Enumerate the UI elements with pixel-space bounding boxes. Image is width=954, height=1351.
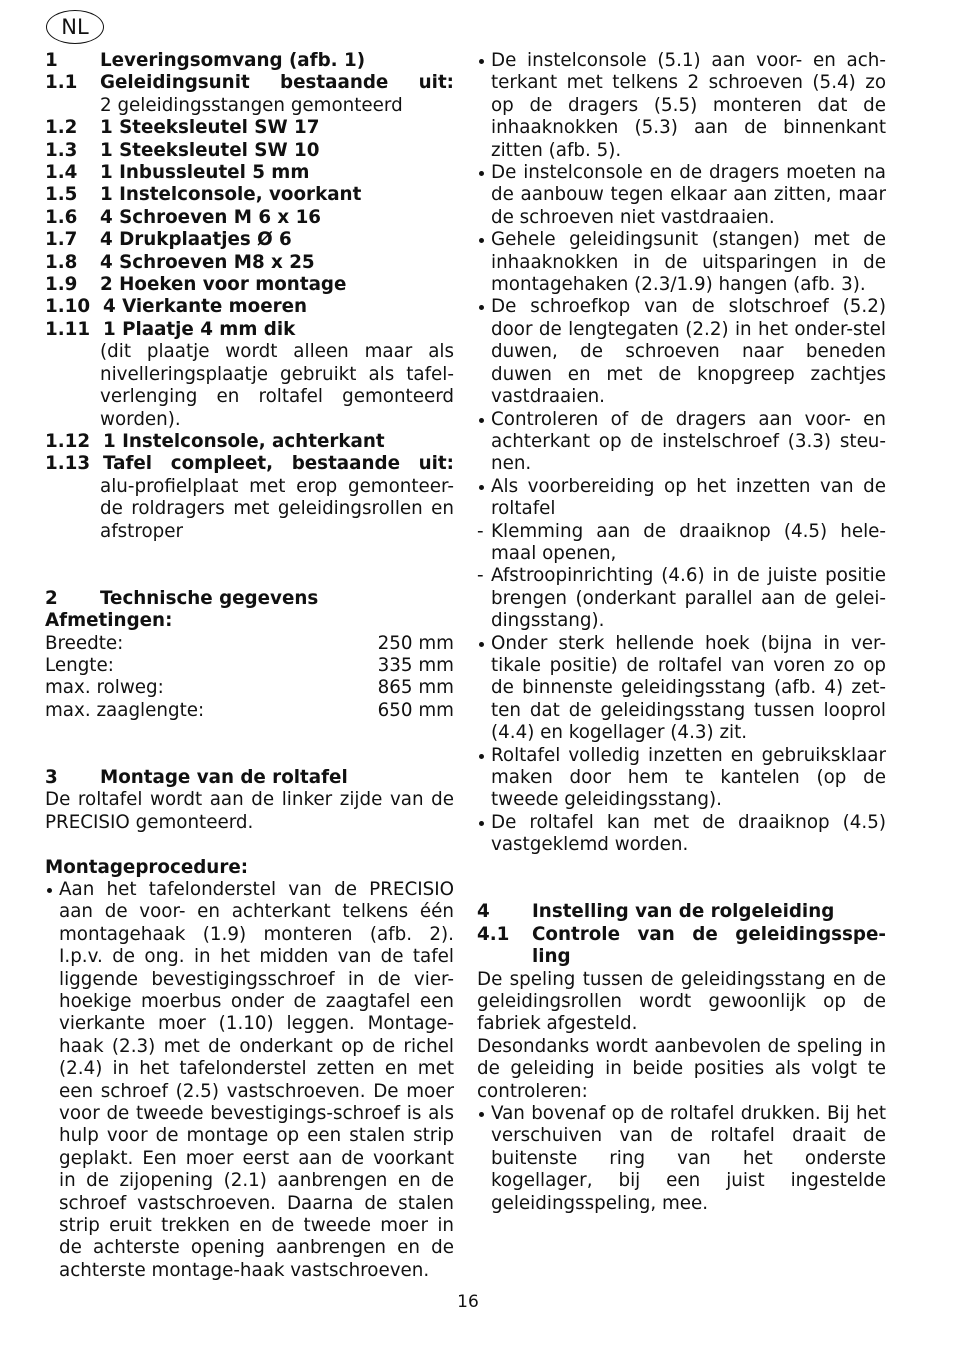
left-column [45,50,454,1282]
list-item: Roltafel volledig inzetten en gebruiksklaar maken door hem te kantelen (op de tweede geleidingsstang). [477,745,886,812]
list-item: 1.13 Tafel compleet, bestaande uit: [45,453,454,475]
paragraph: De speling tussen de geleidingsstang en de geleidingsrollen wordt gewoonlijk op de fabriek afgesteld. [477,968,886,1035]
list-item: 1.12 1 Instelconsole, achterkant [45,430,385,452]
list-item: Aan het tafelonderstel van de PRECISIO aan de voor- en achterkant telkens één montagehaak (1.9) monteren (afb. 2). I.p.v. de ong. in het midden van de tafel liggende bevestigingsschroef in de vier-hoekige moerbus onder de zaagtafel een vierkante moer (1.10) leggen. Montage-haak (2.3) met de onderkant op de richel (2.4) in het tafelonderstel zetten en met een schroef (2.5) vastschroeven. De moer voor de tweede bevestigings-schroef is als hulp voor de montage op een stalen strip geplakt. Een moer eerst aan de voorkant in de zijopening (2.1) aanbrengen en de schroef vastschroeven. Daarna de stalen strip eruit trekken en de tweede moer in de achterste opening aanbrengen en de achterste montage-haak vastschroeven. [45,879,454,1282]
paragraph: Desondanks wordt aanbevolen de speling in de geleiding in beide posities als volgt te controleren: [477,1035,886,1102]
list-item: 1 Leveringsomvang (afb. 1) [45,50,366,71]
list-item: 1.5 1 Instelconsole, voorkant [45,184,362,206]
page-number: 16 [457,1292,479,1312]
list-item: 1.3 1 Steeksleutel SW 10 [45,139,320,161]
spec-row: max. zaaglengte: 650 mm [45,699,454,721]
list-item: De schroefkop van de slotschroef (5.2) door de lengtegaten (2.2) in het onder-stel duwen, de schroeven naar beneden duwen en met de knopgreep zachtjes vastdraaien. [477,296,886,408]
section-heading: 2 Technische gegevens [45,587,319,609]
paragraph: De roltafel wordt aan de linker zijde van de PRECISIO gemonteerd. [45,789,454,833]
delivery-list [45,50,454,543]
list-item: Gehele geleidingsunit (stangen) met de inhaaknokken in de uitsparingen in de montagehaken (2.3/1.9) hangen (afb. 3). [477,229,886,296]
list-item: 1.6 4 Schroeven M 6 x 16 [45,206,322,228]
list-item: 1.4 1 Inbussleutel 5 mm [45,162,310,184]
subheading: Afmetingen: [45,610,173,632]
list-item: - Klemming aan de draaiknop (4.5) hele-maal openen, [477,521,886,566]
list-item: - Afstroopinrichting (4.6) in de juiste positie brengen (onderkant parallel aan de gelei-dingsstang). [477,565,886,632]
list-item: Controleren of de dragers aan voor- en achterkant op de instelschroef (3.3) steu-nen. [477,409,886,476]
subheading: Montageprocedure: [45,856,249,878]
section-heading: 3 Montage van de roltafel [45,766,348,788]
bullet-list [45,879,454,1282]
list-item: 1.2 1 Steeksleutel SW 17 [45,117,320,139]
list-item: 1.8 4 Schroeven M8 x 25 [45,251,315,273]
dash-list [477,521,886,633]
spec-row: Lengte: 335 mm [45,654,454,676]
list-item: 1.10 4 Vierkante moeren [45,296,308,318]
list-item: De instelconsole en de dragers moeten na de aanbouw tegen elkaar aan zitten, maar de schroeven niet vastdraaien. [477,162,886,229]
bullet-list [477,1103,886,1215]
list-item: 1.9 2 Hoeken voor montage [45,274,347,296]
list-item: De instelconsole (5.1) aan voor- en ach-terkant met telkens 2 schroeven (5.4) zo op de dragers (5.5) monteren dat de inhaaknokken (5.3) aan de binnenkant zitten (afb. 5). [477,50,886,162]
bullet-list [477,633,886,857]
bullet-list [477,50,886,521]
language-badge: NL [46,10,104,44]
list-item: Als voorbereiding op het inzetten van de roltafel [477,476,886,521]
subsection-heading: 4.1 Controle van de geleidingsspe-ling [477,923,886,968]
list-item: Van bovenaf op de roltafel drukken. Bij het verschuiven van de roltafel draait de buitenste ring van het onderste kogellager, bij een juist ingestelde geleidingsspeling, mee. [477,1103,886,1215]
list-item: 1.7 4 Drukplaatjes Ø 6 [45,229,292,251]
list-item: 1.1 Geleidingsunit bestaande uit: [45,72,454,94]
spec-row: max. rolweg: 865 mm [45,677,454,699]
right-column [477,50,886,1215]
list-item: 1.11 1 Plaatje 4 mm dik [45,318,296,340]
list-item: De roltafel kan met de draaiknop (4.5) vastgeklemd worden. [477,812,886,857]
list-item: Onder sterk hellende hoek (bijna in ver-tikale positie) de roltafel van voren zo op de binnenste geleidingsstang (afb. 4) zet-ten dat de geleidingsstang tussen looprol (4.4) en kogellager (4.3) zit. [477,633,886,745]
spec-row: Breedte: 250 mm [45,632,454,654]
section-heading: 4 Instelling van de rolgeleiding [477,901,835,923]
list-item-detail: alu-profielplaat met erop gemonteer-de roldragers met geleidingsrollen en afstroper [100,475,454,542]
list-item-detail: (dit plaatje wordt alleen maar als nivelleringsplaatje gebruikt als tafel-verlenging en roltafel gemonteerd worden). [100,341,454,430]
list-item-detail: 2 geleidingsstangen gemonteerd [100,94,403,116]
